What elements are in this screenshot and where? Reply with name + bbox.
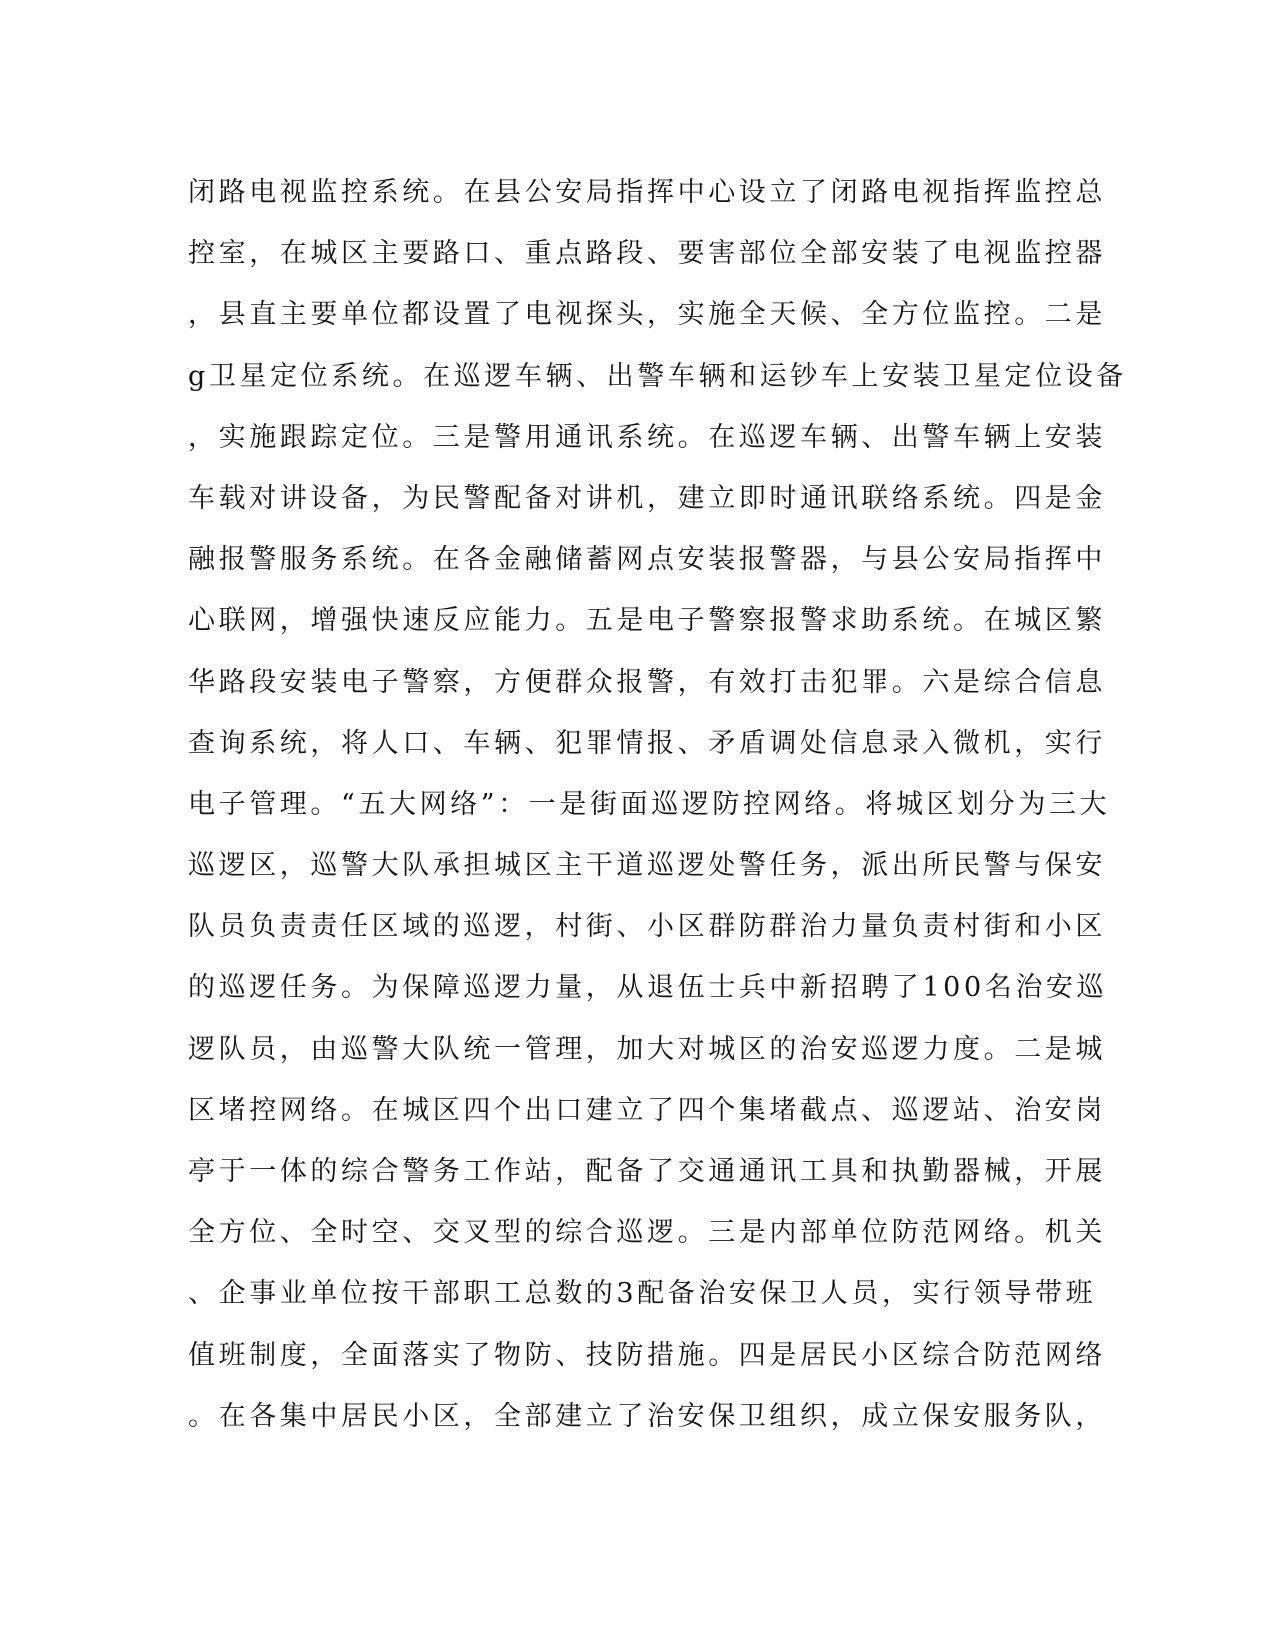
body-text: [188, 162, 1127, 1447]
text-line-2: 控室，在城区主要路口、重点路段、要害部位全部安装了电视监控器: [188, 238, 1106, 270]
text-line-3: ，县直主要单位都设置了电视探头，实施全天候、全方位监控。二是: [188, 299, 1106, 331]
text-line-10: 查询系统，将人口、车辆、犯罪情报、矛盾调处信息录入微机，实行: [188, 727, 1106, 759]
text-line-7: 融报警服务系统。在各金融储蓄网点安装报警器，与县公安局指挥中: [188, 544, 1106, 576]
text-line-15: 逻队员，由巡警大队统一管理，加大对城区的治安巡逻力度。二是城: [188, 1033, 1106, 1065]
text-line-8: 心联网，增强快速反应能力。五是电子警察报警求助系统。在城区繁: [188, 605, 1106, 637]
text-line-4: g卫星定位系统。在巡逻车辆、出警车辆和运钞车上安装卫星定位设备: [188, 360, 1127, 392]
text-line-18: 全方位、全时空、交叉型的综合巡逻。三是内部单位防范网络。机关: [188, 1217, 1106, 1249]
text-line-16: 区堵控网络。在城区四个出口建立了四个集堵截点、巡逻站、治安岗: [188, 1094, 1106, 1126]
text-line-19: 、企事业单位按干部职工总数的3配备治安保卫人员，实行领导带班: [188, 1278, 1097, 1310]
text-line-5: ，实施跟踪定位。三是警用通讯系统。在巡逻车辆、出警车辆上安装: [188, 421, 1106, 453]
text-line-17: 亭于一体的综合警务工作站，配备了交通通讯工具和执勤器械，开展: [188, 1156, 1106, 1187]
text-line-20: 值班制度，全面落实了物防、技防措施。四是居民小区综合防范网络: [188, 1339, 1106, 1371]
text-line-14: 的巡逻任务。为保障巡逻力量，从退伍士兵中新招聘了100名治安巡: [188, 972, 1108, 1004]
text-line-1: 闭路电视监控系统。在县公安局指挥中心设立了闭路电视指挥监控总: [188, 177, 1106, 208]
text-line-11: 电子管理。“五大网络”：一是街面巡逻防控网络。将城区划分为三大: [188, 788, 1111, 820]
text-line-12: 巡逻区，巡警大队承担城区主干道巡逻处警任务，派出所民警与保安: [188, 850, 1106, 882]
text-line-6: 车载对讲设备，为民警配备对讲机，建立即时通讯联络系统。四是金: [188, 482, 1106, 514]
text-line-21: 。在各集中居民小区，全部建立了治安保卫组织，成立保安服务队，: [188, 1400, 1106, 1432]
text-line-13: 队员负责责任区域的巡逻，村街、小区群防群治力量负责村街和小区: [188, 911, 1106, 943]
text-line-9: 华路段安装电子警察，方便群众报警，有效打击犯罪。六是综合信息: [188, 666, 1106, 698]
